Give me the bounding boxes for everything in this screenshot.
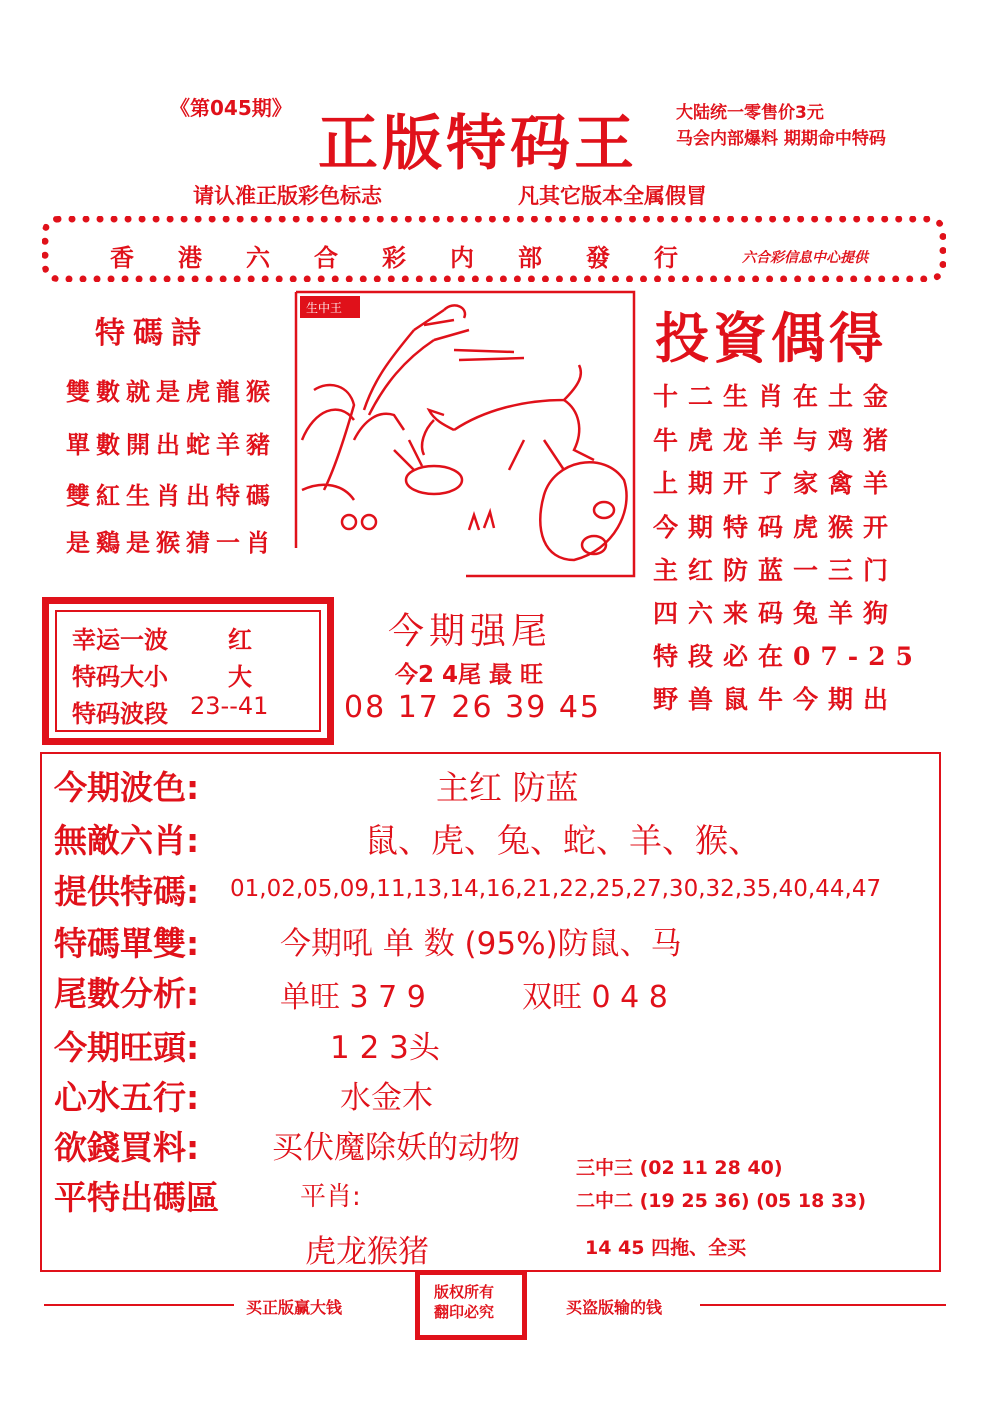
copyright-line: 版权所有 bbox=[434, 1283, 495, 1301]
strong-tail-subtitle: 今2 4尾 最 旺 bbox=[395, 662, 544, 688]
banner-credit: 六合彩信息中心提供 bbox=[742, 250, 868, 266]
six-zodiac-value: 鼠、虎、兔、蛇、羊、猴、 bbox=[365, 821, 761, 860]
footer-divider-right bbox=[700, 1304, 946, 1306]
stamp-text: 生中王 bbox=[306, 301, 343, 315]
investment-line: 上期开了家禽羊 bbox=[653, 469, 899, 498]
special-codes-label: 提供特碼: bbox=[54, 872, 200, 911]
flat-zodiac-label: 平肖: bbox=[300, 1182, 361, 1212]
poem-line: 雙紅生肖出特碼 bbox=[66, 481, 276, 510]
poem-line: 雙數就是虎龍猴 bbox=[66, 377, 276, 406]
six-zodiac-label: 無敵六肖: bbox=[54, 821, 200, 860]
three-hit-line: 三中三 (02 11 28 40) bbox=[576, 1157, 783, 1179]
special-codes-value: 01,02,05,09,11,13,14,16,21,22,25,27,30,32,35,40,44,47 bbox=[230, 876, 882, 902]
investment-line: 野兽鼠牛今期出 bbox=[653, 685, 899, 714]
lucky-wave-value: 红 bbox=[228, 626, 252, 654]
flat-zodiac-value: 虎龙猴猪 bbox=[305, 1234, 429, 1270]
wave-color-label: 今期波色: bbox=[54, 768, 200, 807]
poem-title: 特碼詩 bbox=[95, 316, 209, 351]
odd-even-value: 今期吼 单 数 (95%)防鼠、马 bbox=[280, 926, 682, 962]
tail-analysis-label: 尾數分析: bbox=[54, 974, 200, 1013]
investment-title: 投資偶得 bbox=[655, 307, 887, 370]
investment-line: 主红防蓝一三门 bbox=[653, 556, 899, 585]
tail-double-value: 双旺 0 4 8 bbox=[522, 980, 668, 1015]
special-size-label: 特码大小 bbox=[72, 663, 168, 691]
investment-line: 十二生肖在土金 bbox=[653, 382, 899, 411]
price-text: 大陆统一零售价3元 bbox=[676, 103, 824, 123]
tagline-text: 马会内部爆料 期期命中特码 bbox=[676, 129, 886, 149]
footer-left-slogan: 买正版赢大钱 bbox=[246, 1298, 343, 1317]
lucky-head-label: 今期旺頭: bbox=[54, 1028, 200, 1067]
two-hit-line: 二中二 (19 25 36) (05 18 33) bbox=[576, 1190, 867, 1212]
tail-single-value: 单旺 3 7 9 bbox=[280, 980, 426, 1015]
wave-color-value: 主红 防蓝 bbox=[436, 768, 579, 807]
counterfeit-notice: 凡其它版本全属假冒 bbox=[518, 184, 707, 208]
copyright-line: 翻印必究 bbox=[434, 1303, 495, 1321]
investment-line: 四六来码兔羊狗 bbox=[653, 599, 899, 628]
lucky-head-value: 1 2 3头 bbox=[330, 1030, 440, 1066]
issue-number: 《第045期》 bbox=[170, 96, 292, 120]
five-elements-value: 水金木 bbox=[340, 1080, 433, 1116]
investment-line: 今期特码虎猴开 bbox=[653, 513, 899, 542]
footer-right-slogan: 买盗版输的钱 bbox=[566, 1298, 663, 1317]
drag-line: 14 45 四拖、全买 bbox=[585, 1237, 747, 1259]
odd-even-label: 特碼單雙: bbox=[54, 924, 200, 963]
flat-zone-label: 平特出碼區 bbox=[54, 1178, 219, 1217]
five-elements-label: 心水五行: bbox=[54, 1078, 200, 1117]
investment-line: 牛虎龙羊与鸡猪 bbox=[653, 426, 899, 455]
banner-text: 香港六合彩内部發行 bbox=[110, 244, 722, 272]
footer-divider-left bbox=[44, 1304, 234, 1306]
poem-line: 是鷄是猴猜一肖 bbox=[66, 528, 276, 557]
lucky-wave-label: 幸运一波 bbox=[72, 626, 168, 654]
special-size-value: 大 bbox=[228, 663, 252, 691]
authenticity-notice: 请认准正版彩色标志 bbox=[193, 184, 382, 208]
special-range-label: 特码波段 bbox=[72, 700, 168, 728]
wolf-rabbit-illustration bbox=[294, 290, 636, 578]
investment-line: 特段必在07-25 bbox=[653, 642, 923, 671]
strong-tail-title: 今期强尾 bbox=[388, 611, 553, 652]
strong-tail-numbers: 08 17 26 39 45 bbox=[344, 690, 602, 725]
special-range-value: 23--41 bbox=[190, 692, 269, 720]
buy-info-value: 买伏魔除妖的动物 bbox=[272, 1130, 520, 1166]
poem-line: 單數開出蛇羊豬 bbox=[66, 430, 276, 459]
page-title: 正版特码王 bbox=[318, 109, 638, 179]
buy-info-label: 欲錢買料: bbox=[54, 1128, 200, 1167]
